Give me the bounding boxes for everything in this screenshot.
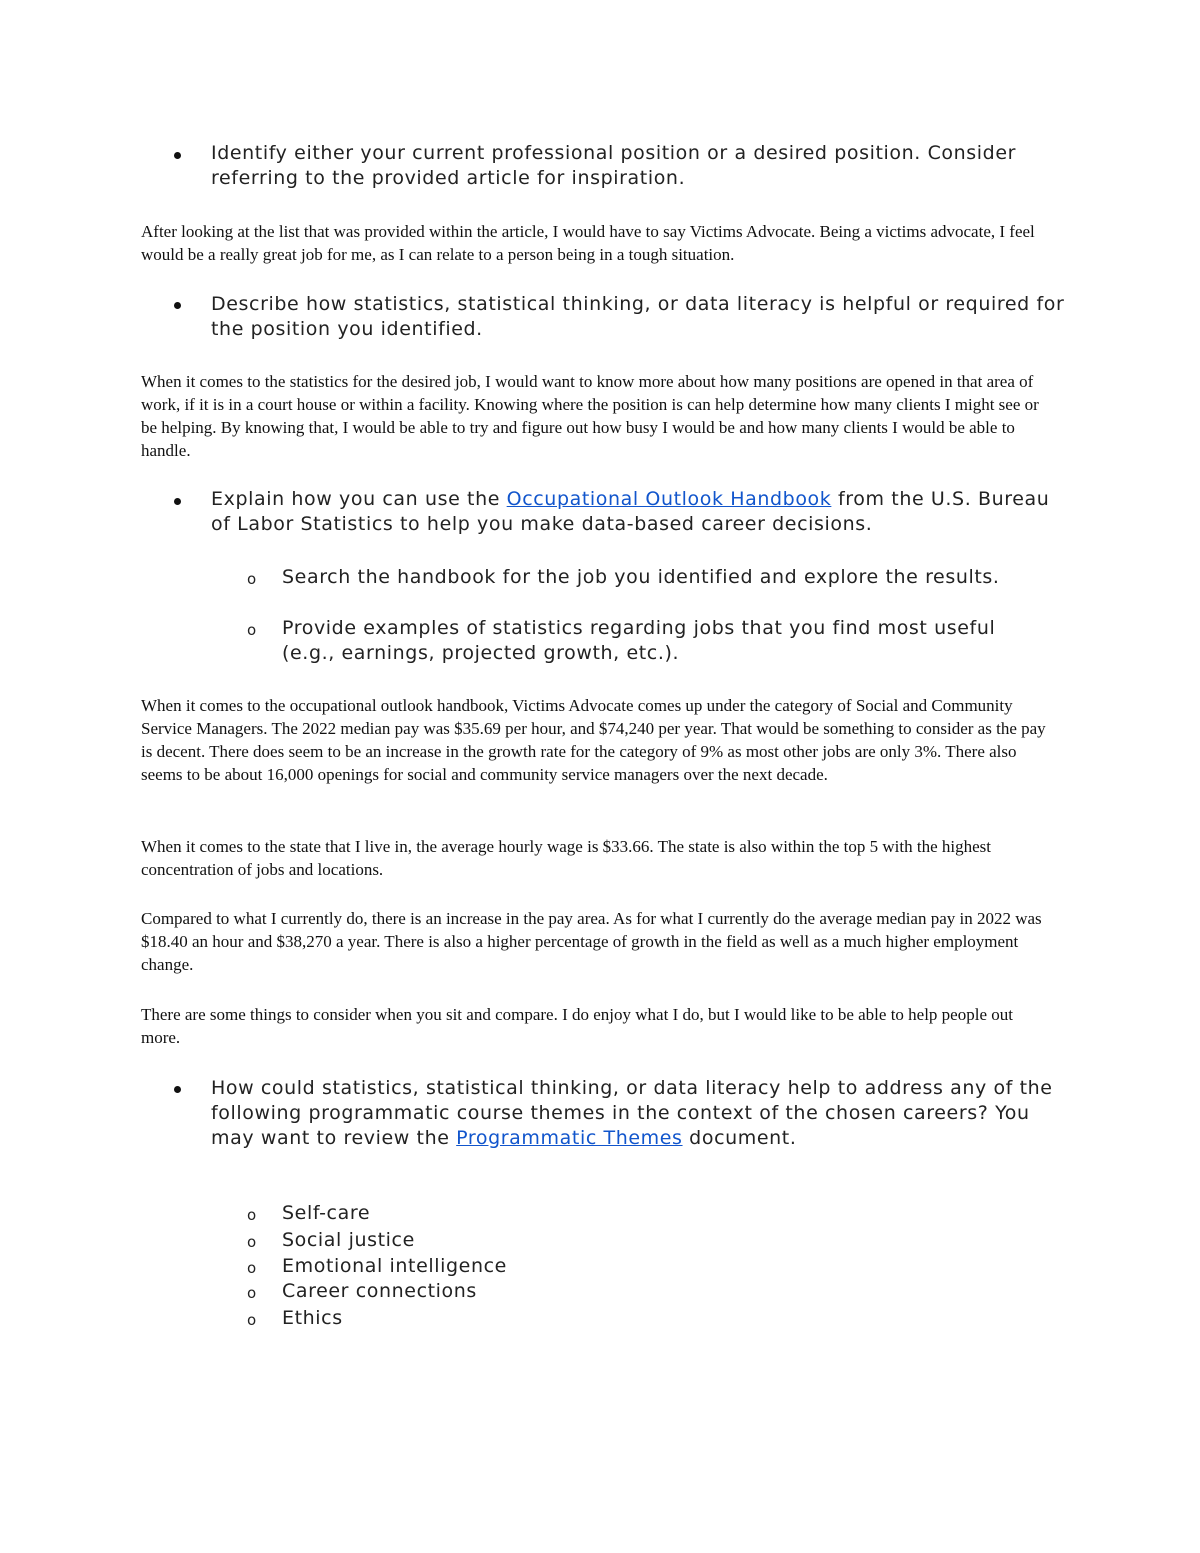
bullet-1 [174,143,184,153]
answer-3-paragraph-1: When it comes to the occupational outlook handbook, Victims Advocate comes up under the category of Social and Community Service Managers. The 2022 median pay was $35.69 per hour, and $74,240 per year. That would be something to consider as the pay is decent. There does seem to be an increase in the growth rate for the category of 9% as most other jobs are only 3%. There also seems to be about 16,000 openings for social and community service managers over the next decade. [141,696,1046,784]
sub-bullet-marker: o [247,1206,257,1224]
bullet-3 [174,489,184,499]
sub-bullet-marker: o [247,621,257,639]
bullet-4 [174,1077,184,1087]
answer-1: After looking at the list that was provided within the article, I would have to say Victims Advocate. Being a victims advocate, I feel would be a really great job for me, as I can relate to a person being in a tough situation. [141,222,1035,264]
sub-bullet-marker: o [247,1284,257,1302]
sub-bullet-marker: o [247,570,257,588]
theme-social-justice: Social justice [282,1229,415,1251]
answer-3-paragraph-3: Compared to what I currently do, there is an increase in the pay area. As for what I currently do the average median pay in 2022 was $18.40 an hour and $38,270 a year. There is also a higher percentage of growth in the field as well as a much higher employment change. [141,909,1042,974]
answer-2: When it comes to the statistics for the desired job, I would want to know more about how many positions are opened in that area of work, if it is in a court house or within a facility. Knowing where the position is can help determine how many clients I might see or be helping. By knowing that, I would be able to try and figure out how busy I would be and how many clients I would be able to handle. [141,372,1039,460]
bullet-dot [174,302,181,309]
sub-item-search: Search the handbook for the job you identified and explore the results. [282,566,1000,588]
prompt-4 [211,1076,1071,1151]
prompt-3-before: Explain how you can use the [211,488,507,510]
bullet-dot [174,1086,181,1093]
theme-ethics: Ethics [282,1307,343,1329]
answer-3-paragraph-4: There are some things to consider when you sit and compare. I do enjoy what I do, but I would like to be able to help people out more. [141,1005,1013,1047]
prompt-3-after: from the U.S. Bureau of Labor Statistics to help you make data-based career decisions. [211,488,1050,535]
theme-self-care: Self-care [282,1202,371,1224]
occupational-outlook-handbook-link[interactable]: Occupational Outlook Handbook [506,488,832,510]
prompt-1: Identify either your current professional position or a desired position. Consider referring to the provided article for inspiration. [211,142,1017,189]
prompt-3 [211,487,1071,537]
sub-bullet-marker: o [247,1233,257,1251]
sub-bullet-marker: o [247,1259,257,1277]
prompt-2: Describe how statistics, statistical thinking, or data literacy is helpful or required for the position you identified. [211,293,1065,340]
bullet-dot [174,152,181,159]
sub-item-examples: Provide examples of statistics regarding jobs that you find most useful (e.g., earnings, projected growth, etc.). [282,617,996,664]
prompt-4-before: How could statistics, statistical thinking, or data literacy help to address any of the following programmatic course themes in the context of the chosen careers? You may want to review the [211,1077,1053,1149]
prompt-4-after: document. [682,1127,797,1149]
theme-career-connections: Career connections [282,1280,477,1302]
programmatic-themes-link[interactable]: Programmatic Themes [456,1127,683,1149]
theme-emotional-intelligence: Emotional intelligence [282,1255,507,1277]
sub-bullet-marker: o [247,1311,257,1329]
answer-3-paragraph-2: When it comes to the state that I live in, the average hourly wage is $33.66. The state is also within the top 5 with the highest concentration of jobs and locations. [141,837,991,879]
bullet-2 [174,293,184,303]
bullet-dot [174,498,181,505]
